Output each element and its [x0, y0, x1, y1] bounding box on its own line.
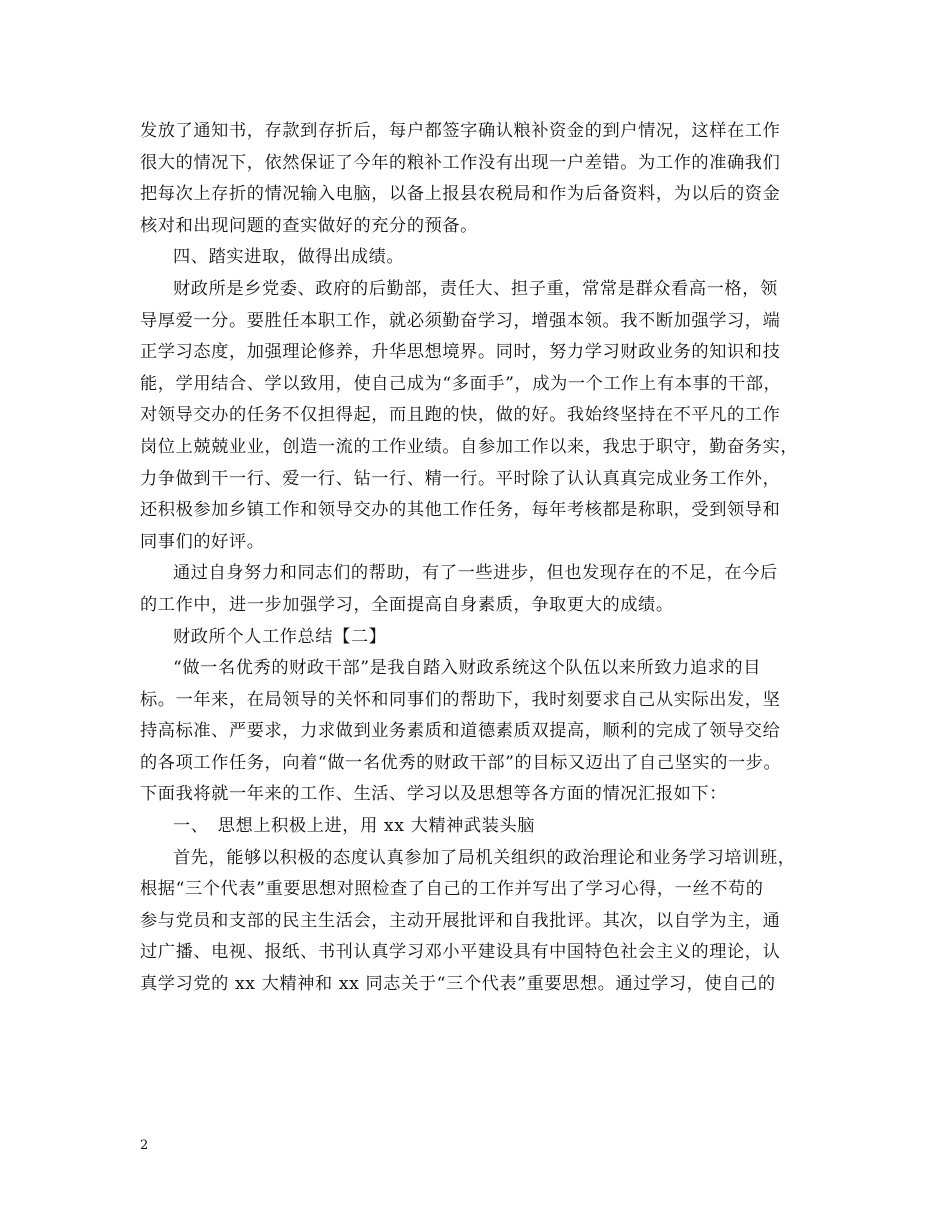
- text-line: 岗位上兢兢业业，创造一流的工作业绩。自参加工作以来，我忠于职守，勤奋务实，: [140, 436, 799, 457]
- text-line: 导厚爱一分。要胜任本职工作，就必须勤奋学习，增强本领。我不断加强学习，端: [140, 310, 781, 331]
- text-line: 持高标准、严要求，力求做到业务素质和道德素质双提高，顺利的完成了领导交给: [140, 721, 781, 742]
- text-line: 还积极参加乡镇工作和领导交办的其他工作任务，每年考核都是称职，受到领导和: [140, 500, 781, 521]
- text-line: 下面我将就一年来的工作、生活、学习以及思想等各方面的情况汇报如下：: [140, 784, 727, 805]
- text-line: 对领导交办的任务不仅担得起，而且跑的快，做的好。我始终坚持在不平凡的工作: [140, 405, 781, 426]
- page-number: 2: [140, 1138, 149, 1153]
- text-line: 力争做到干一行、爱一行、钻一行、精一行。平时除了认认真真完成业务工作外，: [140, 468, 781, 489]
- text-line: 把每次上存折的情况输入电脑，以备上报县农税局和作为后备资料，为以后的资金: [140, 184, 781, 205]
- text-line: 一、 思想上积极上进，用 xx 大精神武装头脑: [173, 816, 536, 837]
- text-line: 财政所是乡党委、政府的后勤部，责任大、担子重，常常是群众看高一格，领: [173, 278, 778, 299]
- text-line: 核对和出现问题的查实做好的充分的预备。: [140, 215, 478, 236]
- text-line: 财政所个人工作总结【二】: [173, 626, 387, 647]
- text-line: 很大的情况下，依然保证了今年的粮补工作没有出现一户差错。为工作的准确我们: [140, 152, 781, 173]
- text-line: 根据“三个代表”重要思想对照检查了自己的工作并写出了学习心得，一丝不苟的: [140, 879, 764, 900]
- text-line: 的工作中，进一步加强学习，全面提高自身素质，争取更大的成绩。: [140, 594, 674, 615]
- text-line: 能，学用结合、学以致用，使自己成为“多面手”，成为一个工作上有本事的干部，: [140, 373, 782, 394]
- text-line: “做一名优秀的财政干部”是我自踏入财政系统这个队伍以来所致力追求的目: [173, 658, 761, 679]
- text-line: 的各项工作任务，向着“做一名优秀的财政干部”的目标又迈出了自己坚实的一步。: [140, 752, 782, 773]
- text-line: 通过自身努力和同志们的帮助，有了一些进步，但也发现存在的不足，在今后: [173, 563, 778, 584]
- text-line: 过广播、电视、报纸、书刊认真学习邓小平建设具有中国特色社会主义的理论，认: [140, 942, 781, 963]
- document-body: [140, 116, 815, 1001]
- text-line: 正学习态度，加强理论修养，升华思想境界。同时，努力学习财政业务的知识和技: [140, 342, 781, 363]
- text-line: 标。一年来，在局领导的关怀和同事们的帮助下，我时刻要求自己从实际出发，坚: [140, 689, 781, 710]
- text-line: 同事们的好评。: [140, 531, 265, 552]
- text-line: 真学习党的 xx 大精神和 xx 同志关于“三个代表”重要思想。通过学习，使自己的: [140, 974, 776, 995]
- text-line: 首先，能够以积极的态度认真参加了局机关组织的政治理论和业务学习培训班，: [173, 847, 796, 868]
- text-line: 发放了通知书，存款到存折后，每户都签字确认粮补资金的到户情况，这样在工作: [140, 121, 781, 141]
- text-line: 四、踏实进取，做得出成绩。: [173, 247, 405, 268]
- text-line: 参与党员和支部的民主生活会，主动开展批评和自我批评。其次，以自学为主，通: [140, 910, 781, 931]
